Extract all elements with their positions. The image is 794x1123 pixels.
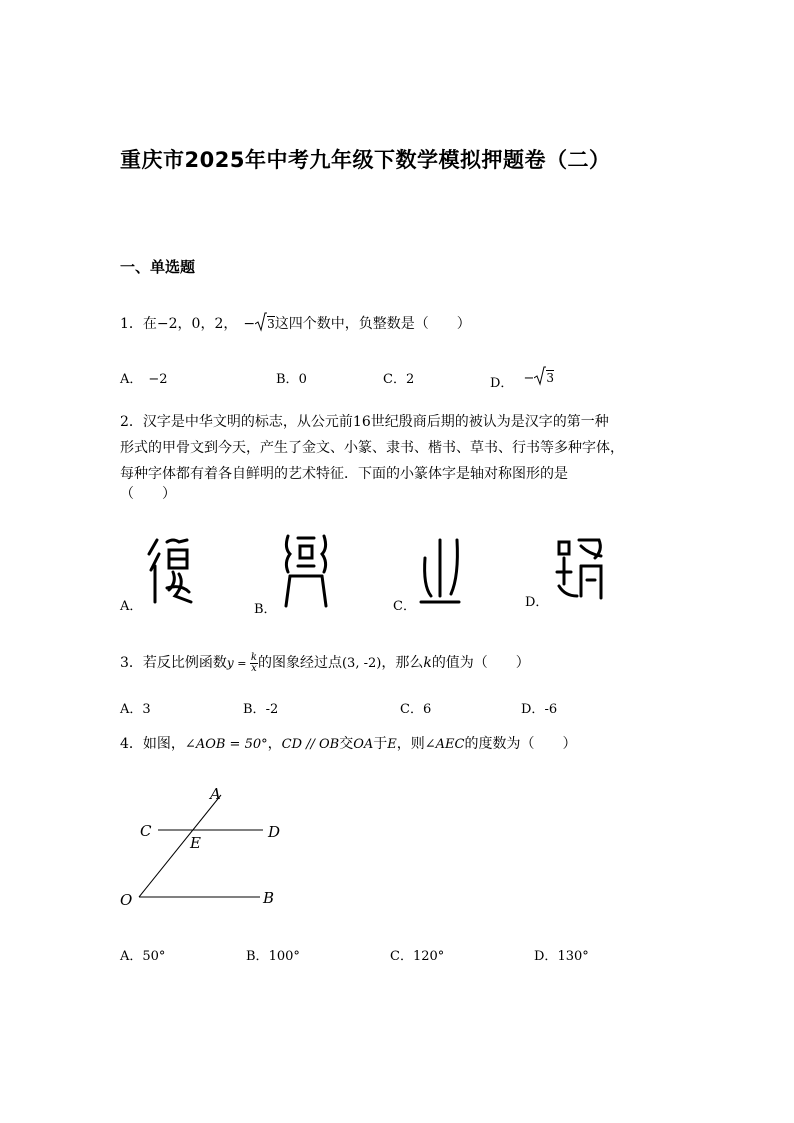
q4-angle-aob: ∠AOB = 50° — [184, 737, 268, 752]
q4-suffix: 的度数为（ ） — [464, 736, 577, 752]
option-value: 2 — [405, 372, 415, 387]
option-label: C． — [400, 702, 423, 717]
q3-suffix-2: 的值为（ ） — [431, 655, 530, 671]
option-label: D． — [534, 949, 558, 964]
sqrt-sign-icon — [255, 312, 267, 332]
q3-func-y: y — [226, 656, 234, 670]
q4-angle-aec: ∠AEC — [424, 737, 465, 752]
option-value: 0 — [298, 372, 307, 387]
option-label: A． — [120, 702, 143, 717]
seal-script-zhi-icon[interactable] — [417, 536, 463, 606]
option-value: 3 — [142, 702, 151, 717]
seal-script-fu-icon[interactable] — [145, 536, 195, 606]
q1-neg-sign: − — [243, 316, 256, 332]
q3-point: (3, -2) — [341, 656, 382, 671]
q2-line-2: 形式的甲骨文到今天，产生了金文、小篆、隶书、楷书、草书、行书等多种字体， — [120, 440, 624, 456]
q4-geometry-figure — [110, 780, 310, 915]
option-value: −2 — [148, 372, 168, 387]
q2-option-d-label[interactable]: D． — [525, 595, 549, 610]
option-label: C． — [383, 372, 406, 387]
option-value: 50° — [142, 949, 166, 964]
q1-numbers: −2，0，2， — [156, 316, 238, 332]
q4-sep: ， — [267, 736, 282, 752]
option-neg: − — [523, 371, 535, 386]
option-label: B． — [276, 372, 299, 387]
q2-option-c-label[interactable]: C． — [393, 599, 416, 614]
question-3 — [120, 650, 530, 677]
section-heading: 一、单选题 — [120, 258, 196, 276]
q3-option-a[interactable] — [120, 698, 151, 717]
seal-script-lu-icon[interactable] — [555, 536, 607, 604]
option-value: -6 — [544, 702, 558, 717]
q3-option-b[interactable] — [243, 698, 278, 717]
q4-option-c[interactable] — [390, 945, 444, 964]
label-o: O — [120, 891, 133, 909]
option-value: -2 — [265, 702, 279, 717]
q1-prefix: 1．在 — [120, 316, 157, 332]
label-a: A — [210, 785, 221, 803]
option-label: B． — [246, 949, 269, 964]
q4-mid-3: ，则 — [396, 736, 425, 752]
q4-prefix: 4．如图， — [120, 736, 185, 752]
option-sqrt — [534, 366, 554, 386]
q4-option-b[interactable] — [246, 945, 300, 964]
line-oa — [139, 795, 221, 897]
q2-option-a-label[interactable]: A． — [120, 599, 143, 614]
q3-func-eq: = — [233, 657, 250, 670]
q3-mid: 的图象经过点 — [257, 655, 342, 671]
q1-option-a[interactable] — [120, 368, 168, 387]
q4-mid-1: 交 — [339, 736, 354, 752]
option-label: A． — [120, 372, 143, 387]
label-e: E — [190, 834, 201, 852]
q1-option-b[interactable] — [276, 368, 307, 387]
q4-oa: OA — [353, 737, 374, 752]
q4-e: E — [387, 737, 397, 752]
q3-suffix-1: ，那么 — [381, 655, 424, 671]
q2-option-b-label[interactable]: B． — [254, 602, 277, 617]
q2-line-3: 每种字体都有着各自鲜明的艺术特征．下面的小篆体字是轴对称图形的是 — [120, 466, 568, 482]
label-c: C — [140, 822, 152, 840]
option-label: D． — [521, 702, 545, 717]
seal-script-xing-icon[interactable] — [280, 532, 332, 608]
q3-option-d[interactable] — [521, 698, 557, 717]
label-d: D — [268, 823, 281, 841]
q1-sqrt — [255, 311, 275, 337]
question-1 — [120, 311, 471, 337]
q1-option-c[interactable] — [383, 368, 414, 387]
q3-numerator: k — [250, 651, 257, 663]
label-b: B — [263, 889, 275, 907]
option-value: 100° — [268, 949, 300, 964]
option-radicand: 3 — [546, 371, 554, 385]
option-value: 120° — [412, 949, 445, 964]
q4-option-a[interactable] — [120, 945, 165, 964]
q3-fraction — [250, 653, 258, 674]
page-title: 重庆市2025年中考九年级下数学模拟押题卷（二） — [120, 148, 611, 172]
q3-k: k — [423, 655, 432, 671]
option-label: B． — [243, 702, 266, 717]
option-label: A． — [120, 949, 143, 964]
option-label: D． — [490, 376, 514, 391]
q4-option-d[interactable] — [534, 945, 589, 964]
option-label: C． — [390, 949, 413, 964]
q1-suffix: 这四个数中，负整数是（ ） — [274, 316, 471, 332]
q2-line-4: （ ） — [120, 486, 176, 502]
sqrt-sign-icon — [534, 366, 546, 386]
q4-mid-2: 于 — [373, 736, 388, 752]
q3-denominator: x — [251, 662, 257, 674]
q3-prefix: 3．若反比例函数 — [120, 655, 227, 671]
option-value: 6 — [422, 702, 432, 717]
q1-radicand: 3 — [267, 317, 275, 331]
q3-option-c[interactable] — [400, 698, 431, 717]
question-4 — [120, 731, 577, 758]
option-value: 130° — [557, 949, 589, 964]
q1-option-d[interactable] — [490, 366, 554, 391]
q2-line-1: 2．汉字是中华文明的标志，从公元前16世纪殷商后期的被认为是汉字的第一种 — [120, 414, 609, 430]
q4-parallel: CD // OB — [281, 737, 340, 752]
